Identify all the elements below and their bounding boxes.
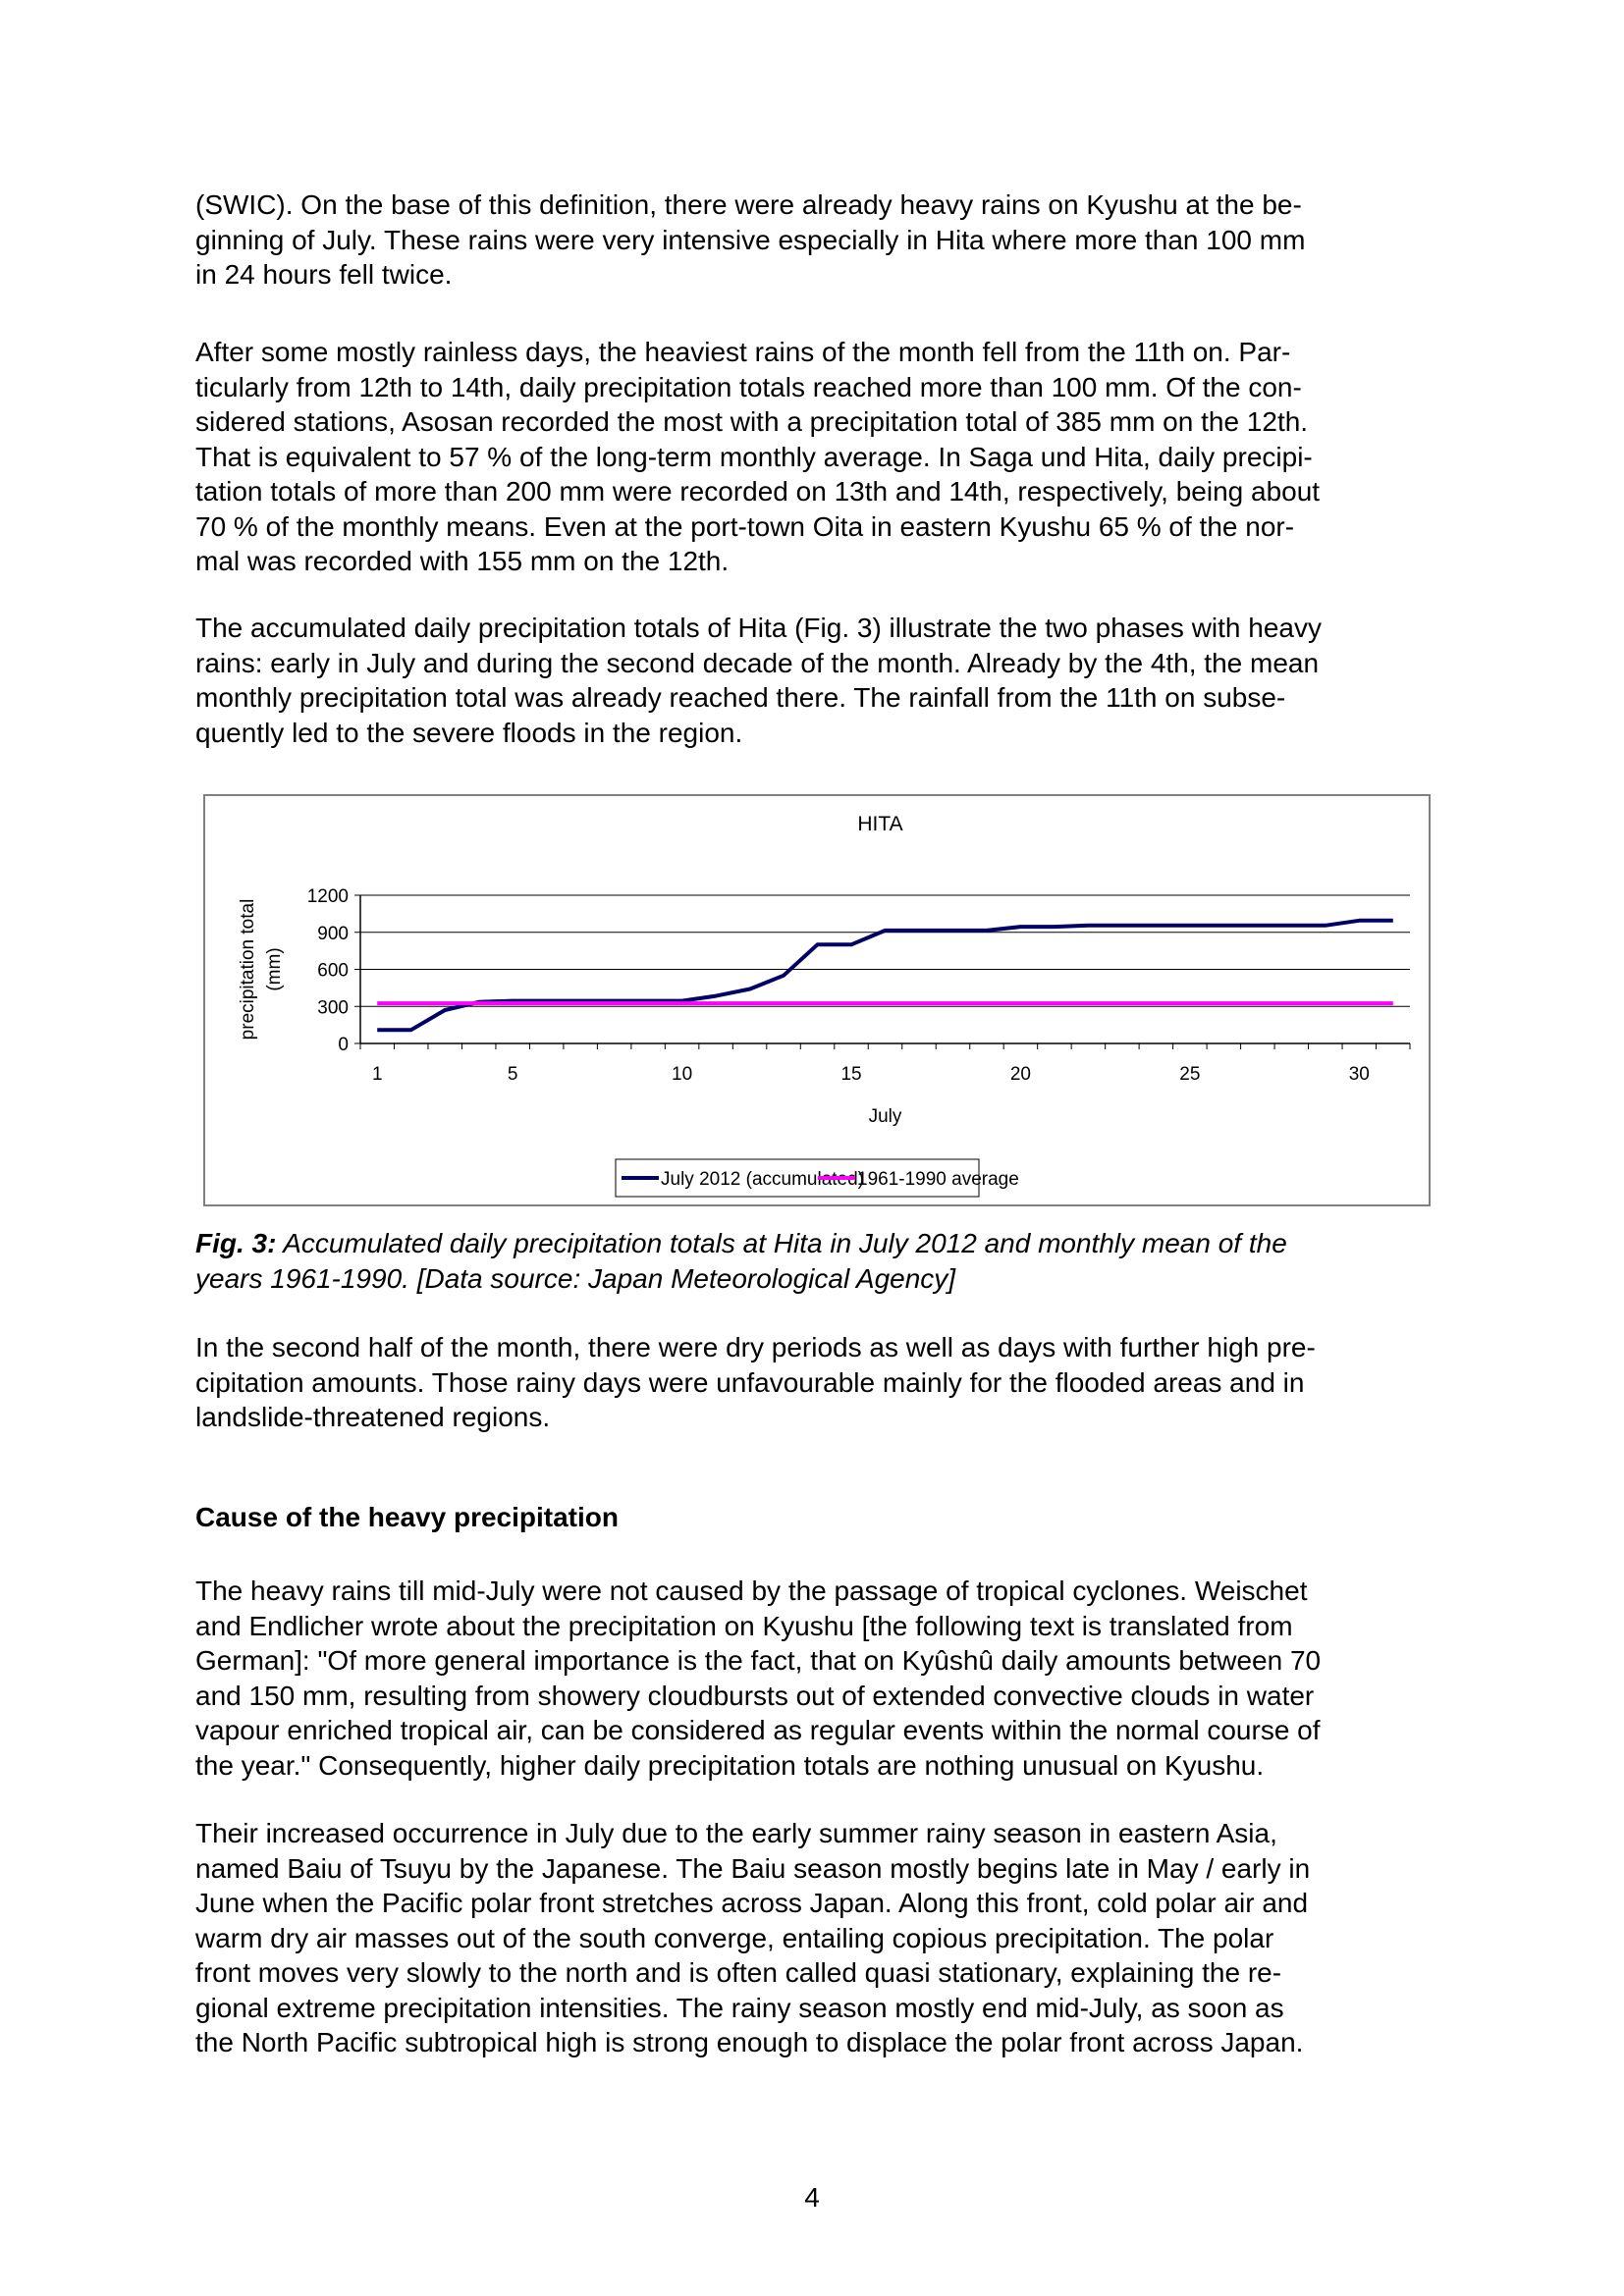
text-line: front moves very slowly to the north and is often called quasi stationary, explaining the re- — [195, 1957, 1282, 1988]
figure-chart — [203, 794, 1431, 1206]
paragraph-5 — [195, 1574, 1442, 1783]
text-line: in 24 hours fell twice. — [195, 259, 453, 290]
chart-svg — [205, 796, 1433, 1208]
legend-label: July 2012 (accumulated) — [661, 1169, 864, 1190]
section-heading: Cause of the heavy precipitation — [195, 1502, 619, 1532]
y-tick-label: 900 — [317, 923, 349, 944]
text-line: That is equivalent to 57 % of the long-term monthly average. In Saga und Hita, daily precipi- — [195, 441, 1313, 472]
y-tick-label: 600 — [317, 960, 349, 982]
text-line: The heavy rains till mid-July were not caused by the passage of tropical cyclones. Weischet — [195, 1575, 1308, 1606]
paragraph-3 — [195, 611, 1442, 750]
text-line: mal was recorded with 155 mm on the 12th. — [195, 546, 730, 576]
text-line: In the second half of the month, there were dry periods as well as days with further high pre- — [195, 1332, 1316, 1362]
text-line: the year." Consequently, higher daily precipitation totals are nothing unusual on Kyushu. — [195, 1749, 1265, 1781]
caption-line-2: years 1961-1990. [Data source: Japan Meteorological Agency] — [195, 1262, 956, 1294]
text-line: the North Pacific subtropical high is strong enough to displace the polar front across Japan. — [195, 2027, 1304, 2057]
text-line: Their increased occurrence in July due to the early summer rainy season in eastern Asia, — [195, 1818, 1277, 1848]
x-tick-label: 20 — [1009, 1064, 1032, 1085]
text-line: and 150 mm, resulting from showery cloudbursts out of extended convective clouds in water — [195, 1680, 1315, 1711]
text-line: warm dry air masses out of the south converge, entailing copious precipitation. The polar — [195, 1922, 1274, 1953]
x-axis-label: July — [868, 1106, 902, 1127]
caption-line-1: Accumulated daily precipitation totals at Hita in July 2012 and monthly mean of the — [276, 1228, 1287, 1258]
text-line: gional extreme precipitation intensities. The rainy season mostly end mid-July, as soon as — [195, 1992, 1284, 2023]
paragraph-6 — [195, 1816, 1442, 2060]
x-tick-label: 15 — [840, 1064, 862, 1085]
x-tick-label: 1 — [371, 1064, 383, 1085]
text-line: and Endlicher wrote about the precipitation on Kyushu [the following text is translated from — [195, 1610, 1293, 1641]
text-line: sidered stations, Asosan recorded the most with a precipitation total of 385 mm on the 12th. — [195, 406, 1309, 437]
chart-title: HITA — [857, 813, 903, 835]
page-number: 4 — [804, 2182, 820, 2213]
figure-caption — [195, 1226, 1442, 1296]
text-line: quently led to the severe floods in the region. — [195, 717, 743, 748]
paragraph-1 — [195, 187, 1442, 293]
text-line: ticularly from 12th to 14th, daily precipitation totals reached more than 100 mm. Of the con- — [195, 371, 1302, 402]
series-line-1 — [377, 921, 1393, 1030]
text-line: (SWIC). On the base of this definition, there were already heavy rains on Kyushu at the be- — [195, 189, 1302, 220]
y-axis-label: (mm) — [264, 947, 285, 991]
text-line: 70 % of the monthly means. Even at the port-town Oita in eastern Kyushu 65 % of the nor- — [195, 510, 1295, 542]
paragraph-2 — [195, 335, 1442, 579]
y-tick-label: 1200 — [306, 886, 349, 907]
text-line: German]: "Of more general importance is the fact, that on Kyûshû daily amounts between 70 — [195, 1645, 1322, 1676]
legend-label: 1961-1990 average — [857, 1169, 1019, 1190]
paragraph-4 — [195, 1330, 1442, 1435]
x-tick-label: 25 — [1179, 1064, 1201, 1085]
x-tick-label: 10 — [672, 1064, 693, 1085]
text-line: ginning of July. These rains were very intensive especially in Hita where more than 100 mm — [195, 224, 1306, 255]
text-line: cipitation amounts. Those rainy days were unfavourable mainly for the flooded areas and in — [195, 1366, 1305, 1398]
text-line: landslide-threatened regions. — [195, 1402, 551, 1432]
text-line: rains: early in July and during the second decade of the month. Already by the 4th, the mean — [195, 647, 1320, 678]
text-line: tation totals of more than 200 mm were recorded on 13th and 14th, respectively, being about — [195, 476, 1321, 507]
y-tick-label: 0 — [338, 1035, 349, 1055]
figure-label: Fig. 3: — [195, 1228, 277, 1258]
x-tick-label: 5 — [507, 1064, 518, 1085]
text-line: June when the Pacific polar front stretches across Japan. Along this front, cold polar air and — [195, 1888, 1309, 1918]
text-line: The accumulated daily precipitation totals of Hita (Fig. 3) illustrate the two phases with heavy — [195, 613, 1323, 643]
text-line: monthly precipitation total was already reached there. The rainfall from the 11th on subse- — [195, 682, 1286, 713]
text-line: named Baiu of Tsuyu by the Japanese. The Baiu season mostly begins late in May / early in — [195, 1852, 1311, 1884]
text-line: vapour enriched tropical air, can be considered as regular events within the normal course of — [195, 1715, 1321, 1745]
x-tick-label: 30 — [1348, 1064, 1370, 1085]
y-axis-label: precipitation total — [238, 898, 258, 1041]
y-tick-label: 300 — [317, 997, 349, 1019]
text-line: After some mostly rainless days, the heaviest rains of the month fell from the 11th on. Par- — [195, 337, 1291, 367]
